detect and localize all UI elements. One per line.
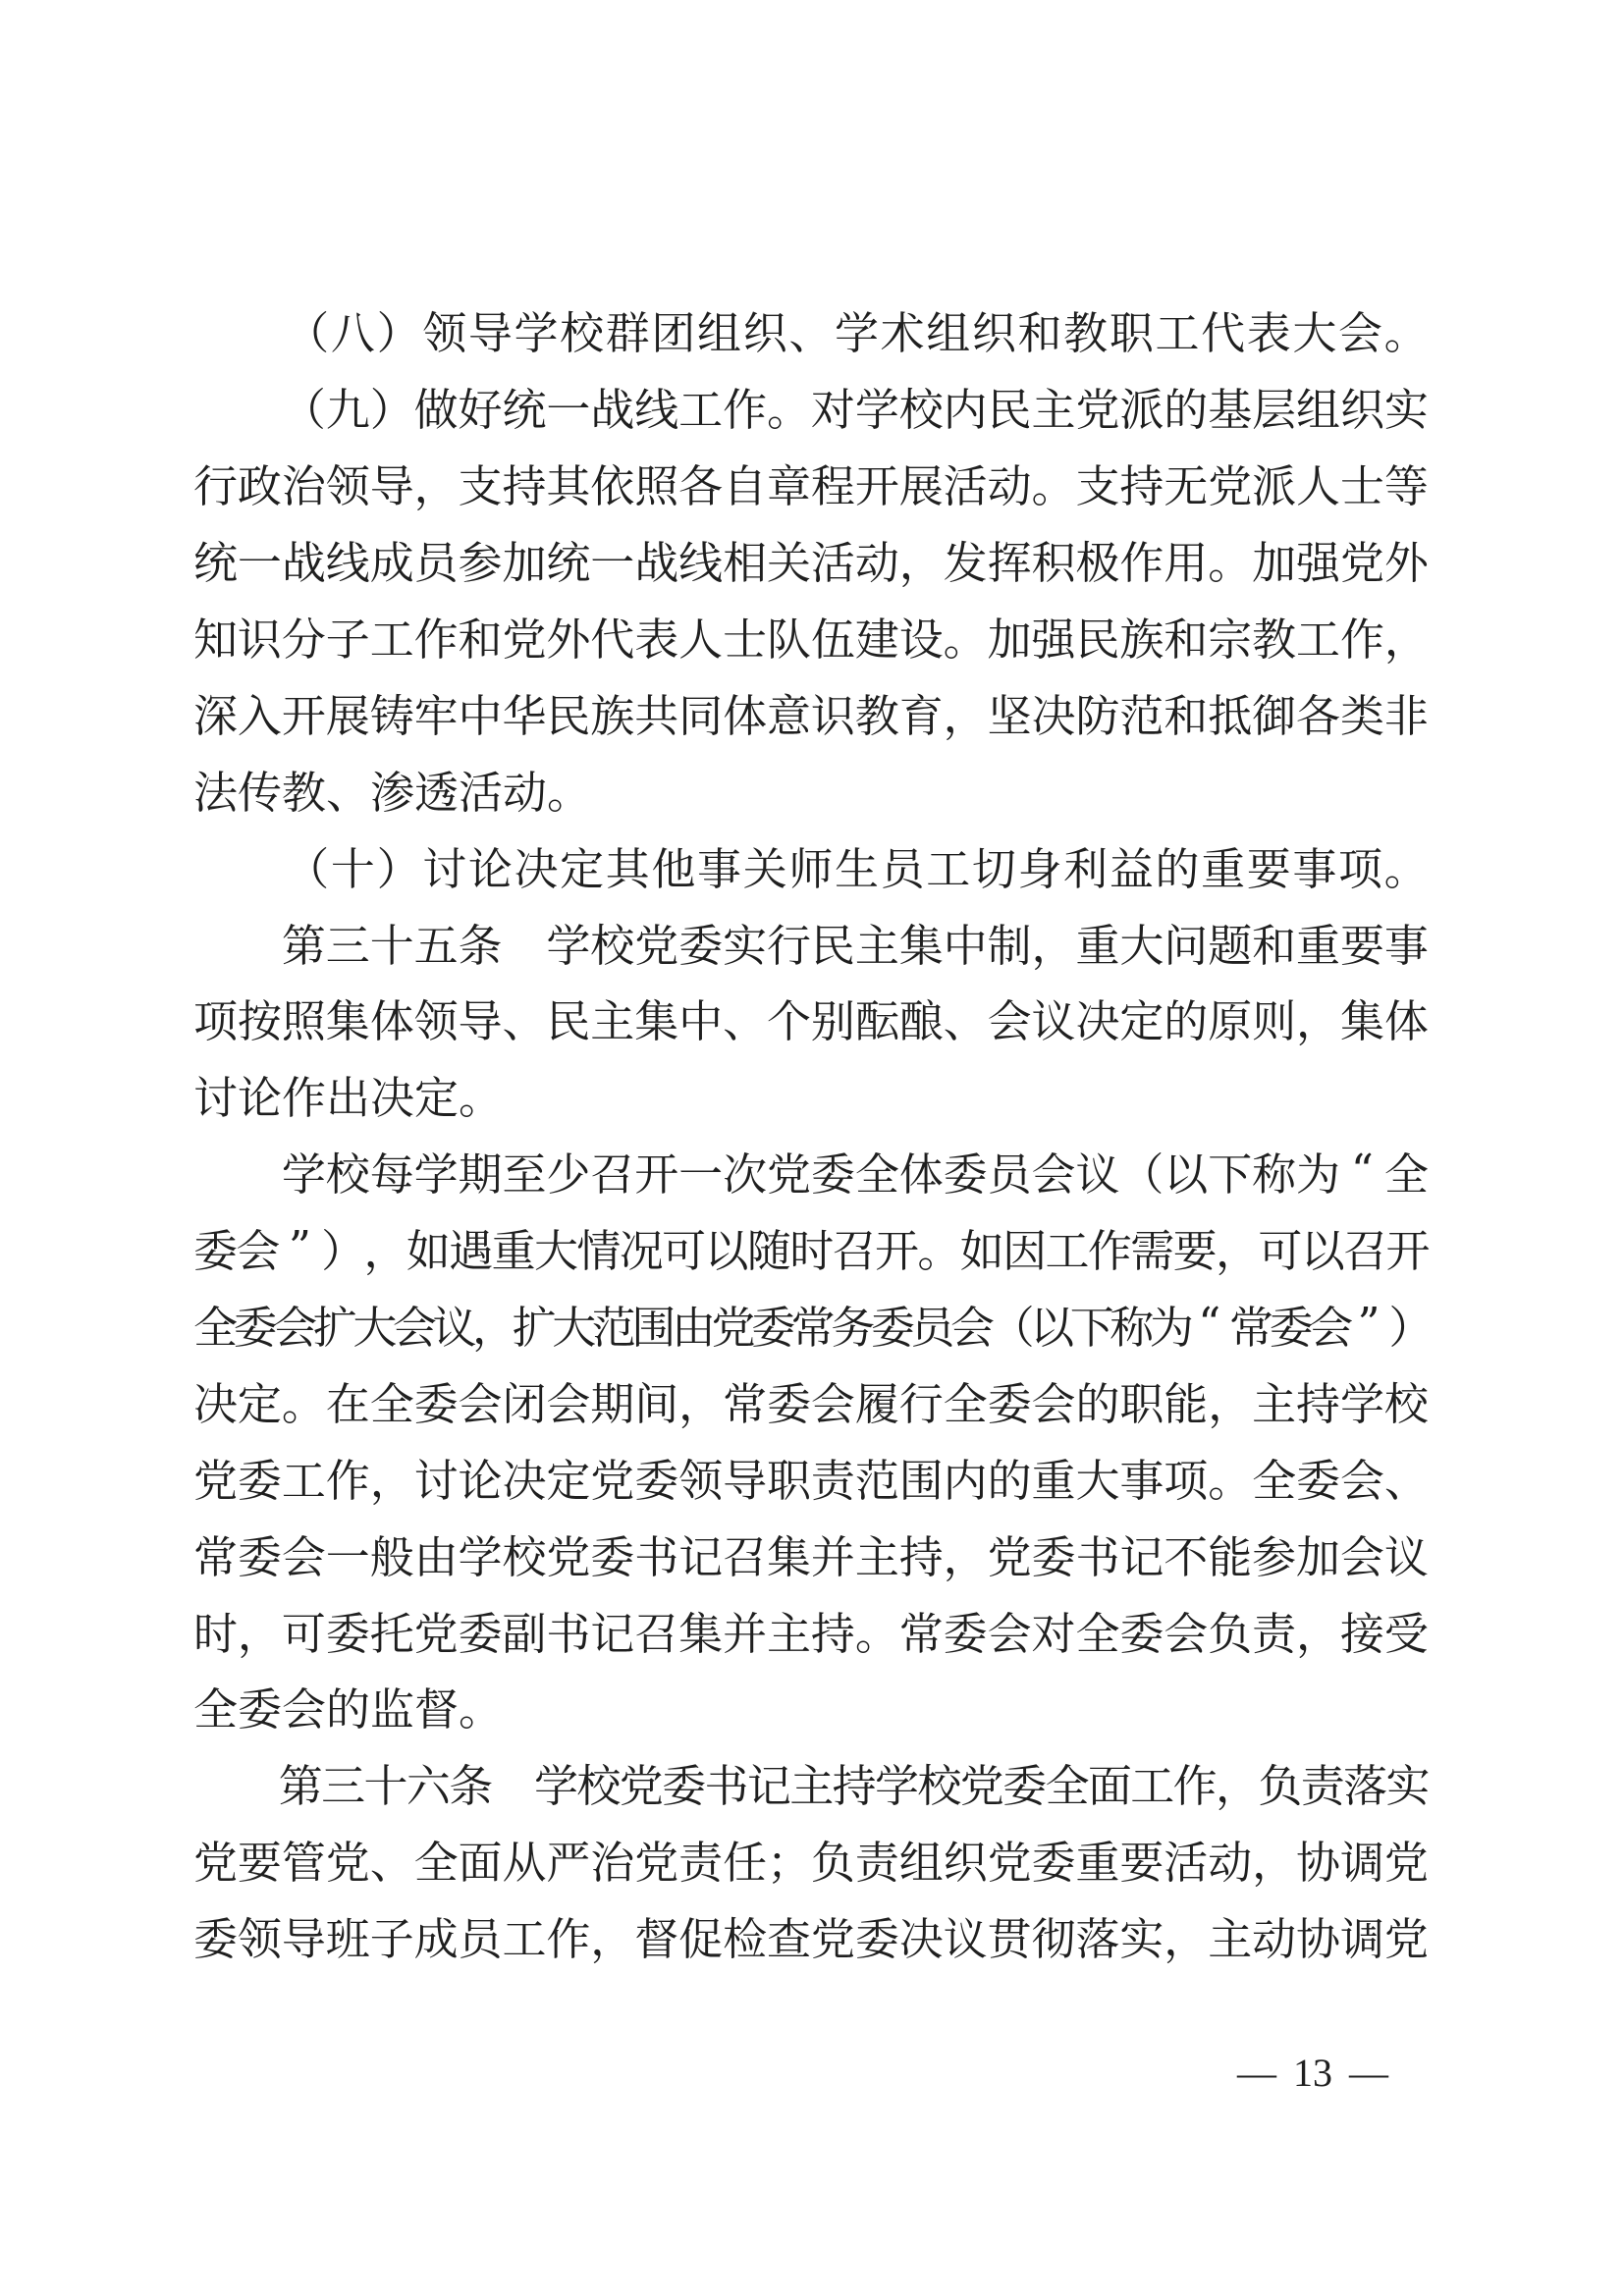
- text-line: 全 委 会 的 监 督 。: [193, 1683, 504, 1736]
- text-line: 时 ， 可 委 托 党 委 副 书 记 召 集 并 主 持 。 常 委 会 对 全 委 会 负 责 ， 接 受: [193, 1607, 1429, 1660]
- text-line: 行 政 治 领 导 ， 支 持 其 依 照 各 自 章 程 开 展 活 动 。 支 持 无 党 派 人 士 等: [193, 460, 1429, 513]
- text-line: 深 入 开 展 铸 牢 中 华 民 族 共 同 体 意 识 教 育 ， 坚 决 防 范 和 抵 御 各 类 非: [193, 689, 1429, 742]
- text-line: 第 三 十 五 条 学 校 党 委 实 行 民 主 集 中 制 ， 重 大 问 题 和 重 要 事: [281, 919, 1429, 972]
- document-body: [193, 292, 1434, 1974]
- text-line: 第 三 十 六 条 学 校 党 委 书 记 主 持 学 校 党 委 全 面 工 作 ， 负 责 落 实: [278, 1760, 1431, 1813]
- text-line: 决 定 。 在 全 委 会 闭 会 期 间 ， 常 委 会 履 行 全 委 会 的 职 能 ， 主 持 学 校: [193, 1377, 1429, 1430]
- text-line: 统 一 战 线 成 员 参 加 统 一 战 线 相 关 活 动 ， 发 挥 积 极 作 用 。 加 强 党 外: [193, 537, 1429, 590]
- text-line: 委 领 导 班 子 成 员 工 作 ， 督 促 检 查 党 委 决 议 贯 彻 落 实 ， 主 动 协 调 党: [193, 1913, 1429, 1966]
- text-line: 党 要 管 党 、 全 面 从 严 治 党 责 任 ； 负 责 组 织 党 委 重 要 活 动 ， 协 调 党: [193, 1837, 1429, 1890]
- text-line: （ 八 ） 领 导 学 校 群 团 组 织 、 学 术 组 织 和 教 职 工 代 表 大 会 。: [285, 307, 1429, 360]
- text-line: 项 按 照 集 体 领 导 、 民 主 集 中 、 个 别 酝 酿 、 会 议 决 定 的 原 则 ， 集 体: [193, 995, 1429, 1048]
- text-line: 委 会 ” ） ， 如 遇 重 大 情 况 可 以 随 时 召 开 。 如 因 工 作 需 要 ， 可 以 召 开: [193, 1221, 1431, 1278]
- text-line: （ 九 ） 做 好 统 一 战 线 工 作 。 对 学 校 内 民 主 党 派 的 基 层 组 织 实: [281, 384, 1429, 437]
- text-line: （ 十 ） 讨 论 决 定 其 他 事 关 师 生 员 工 切 身 利 益 的 重 要 事 项 。: [285, 842, 1429, 895]
- text-line: 知 识 分 子 工 作 和 党 外 代 表 人 士 队 伍 建 设 。 加 强 民 族 和 宗 教 工 作 ，: [193, 614, 1429, 666]
- text-line: 党 委 工 作 ， 讨 论 决 定 党 委 领 导 职 责 范 围 内 的 重 大 事 项 。 全 委 会 、: [193, 1454, 1429, 1507]
- text-line: 法 传 教 、 渗 透 活 动 。: [193, 766, 592, 819]
- text-line: 讨 论 作 出 决 定 。: [193, 1072, 504, 1125]
- text-line: 学 校 每 学 期 至 少 召 开 一 次 党 委 全 体 委 员 会 议 （ 以 下 称 为 “ 全: [281, 1145, 1429, 1201]
- page-number: — 13 —: [1237, 2051, 1388, 2095]
- text-line: 全 委 会 扩 大 会 议 ， 扩 大 范 围 由 党 委 常 务 委 员 会 （ 以 下 称 为 “ 常 委 会 ” ）: [193, 1298, 1434, 1355]
- text-line: 常 委 会 一 般 由 学 校 党 委 书 记 召 集 并 主 持 ， 党 委 书 记 不 能 参 加 会 议: [193, 1530, 1429, 1583]
